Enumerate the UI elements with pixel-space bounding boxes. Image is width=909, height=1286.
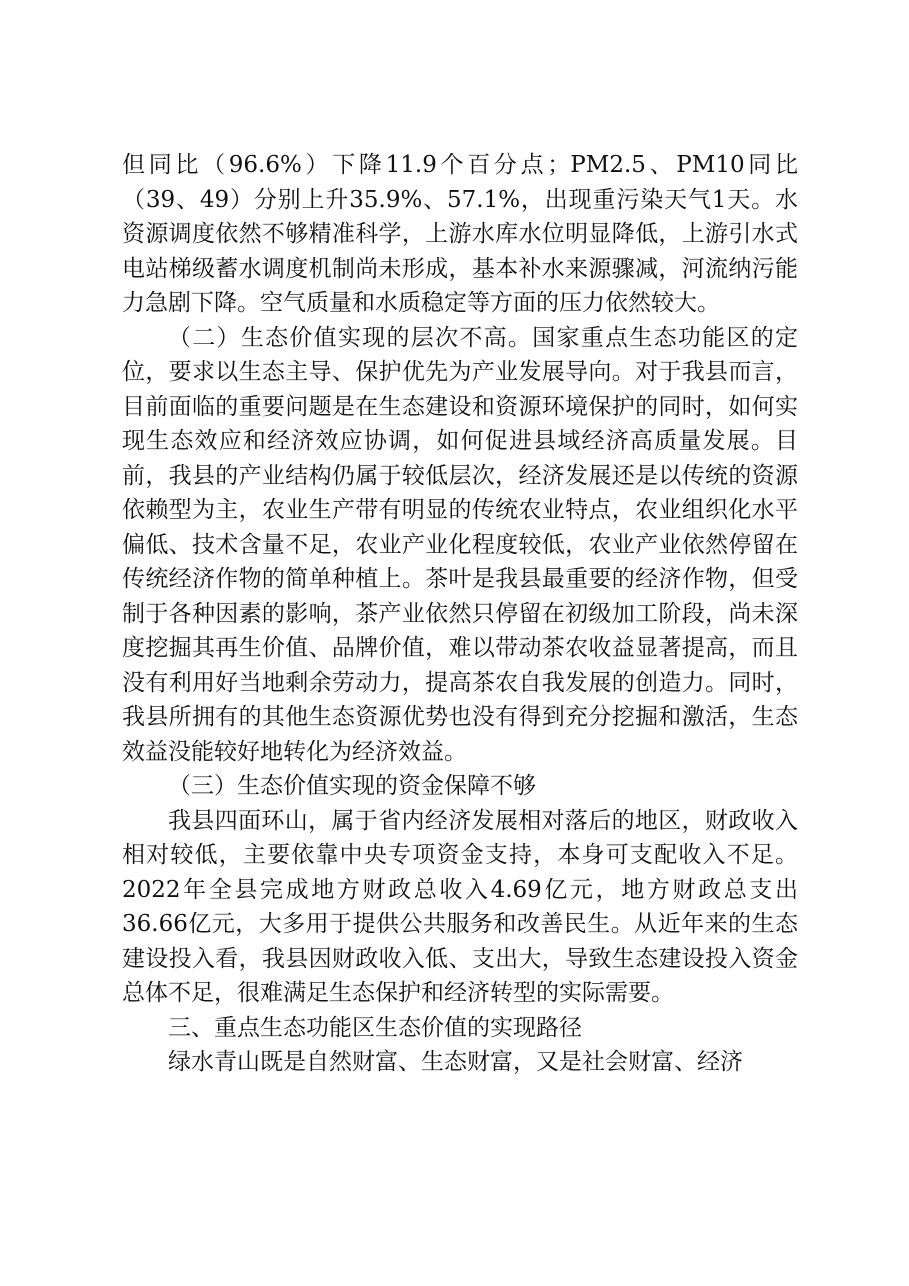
- paragraph-fiscal-revenue: 我县四面环山，属于省内经济发展相对落后的地区，财政收入相对较低，主要依靠中央专项资金支持，本身可支配收入不足。2022年全县完成地方财政总收入4.69亿元，地方财政总支出36.66亿元，大多用于提供公共服务和改善民生。从近年来的生态建设投入看，我县因财政收入低、支出大，导致生态建设投入资金总体不足，很难满足生态保护和经济转型的实际需要。: [122, 807, 798, 1006]
- paragraph-continuation-pollution: 但同比（96.6%）下降11.9个百分点；PM2.5、PM10同比（39、49）分别上升35.9%、57.1%，出现重污染天气1天。水资源调度依然不够精准科学，上游水库水位明显降低，上游引水式电站梯级蓄水调度机制尚未形成，基本补水来源骤减，河流纳污能力急剧下降。空气质量和水质稳定等方面的压力依然较大。: [122, 152, 798, 316]
- paragraph-green-mountains: 绿水青山既是自然财富、生态财富，又是社会财富、经济: [168, 1049, 743, 1075]
- paragraph-ecological-value-level: （二）生态价值实现的层次不高。国家重点生态功能区的定位，要求以生态主导、保护优先为产业发展导向。对于我县而言，目前面临的重要问题是在生态建设和资源环境保护的同时，如何实现生态效应和经济效应协调，如何促进县域经济高质量发展。目前，我县的产业结构仍属于较低层次，经济发展还是以传统的资源依赖型为主，农业生产带有明显的传统农业特点，农业组织化水平偏低、技术含量不足，农业产业化程度较低，农业产业依然停留在传统经济作物的简单种植上。茶叶是我县最重要的经济作物，但受制于各种因素的影响，茶产业依然只停留在初级加工阶段，尚未深度挖掘其再生价值、品牌价值，难以带动茶农收益显著提高，而且没有利用好当地剩余劳动力，提高茶农自我发展的创造力。同时，我县所拥有的其他生态资源优势也没有得到充分挖掘和激活，生态效益没能较好地转化为经济效益。: [122, 324, 798, 765]
- document-body: [122, 148, 798, 1080]
- subheading-funding-guarantee: （三）生态价值实现的资金保障不够: [168, 773, 536, 799]
- section-heading-realization-path: 三、重点生态功能区生态价值的实现路径: [168, 1014, 582, 1041]
